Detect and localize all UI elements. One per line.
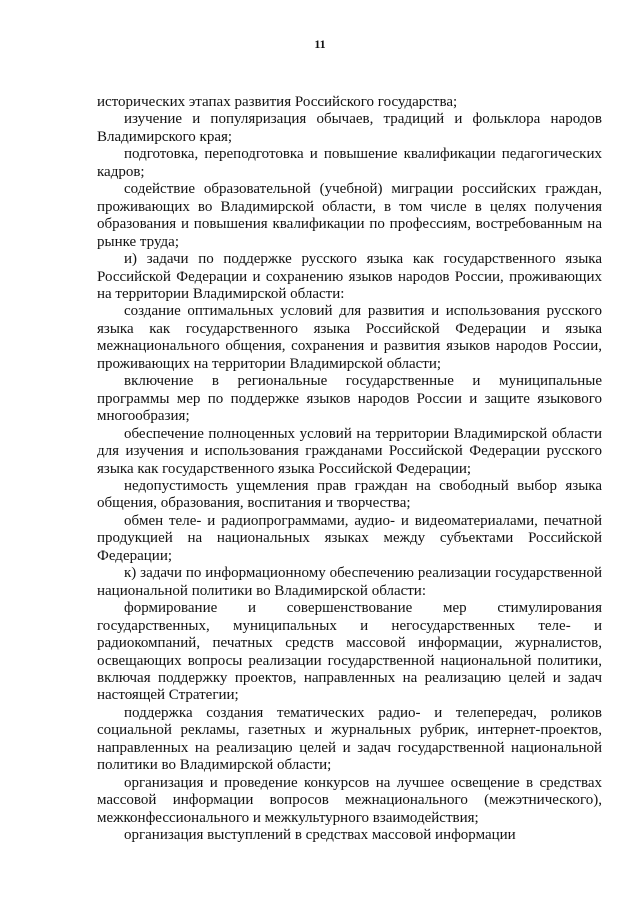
paragraph: обмен теле- и радиопрограммами, аудио- и видеоматериалами, печатной продукцией на национальных языках между субъектами Российской Федерации; [97,512,602,564]
paragraph: поддержка создания тематических радио- и телепередач, роликов социальной рекламы, газетных и журнальных рубрик, интернет-проектов, направленных на реализацию целей и задач государственной национальной политики во Владимирской области; [97,704,602,774]
paragraph-section-i: и) задачи по поддержке русского языка как государственного языка Российской Федерации и сохранению языков народов России, проживающих на территории Владимирской области: [97,251,602,302]
paragraph: организация и проведение конкурсов на лучшее освещение в средствах массовой информации вопросов межнационального (межэтнического), межконфессионального и межкультурного взаимодействия; [97,774,602,826]
paragraph: формирование и совершенствование мер стимулирования государственных, муниципальных и негосударственных теле- и радиокомпаний, печатных средств массовой информации, журналистов, освещающих вопросы реализации государственной национальной политики, включая поддержку проектов, направленных на реализацию целей и задач настоящей Стратегии; [97,600,602,704]
paragraph: включение в региональные государственные и муниципальные программы мер по поддержке языков народов России и защите языкового многообразия; [97,373,602,425]
paragraph: подготовка, переподготовка и повышение квалификации педагогических кадров; [97,146,602,180]
paragraph-truncated: организация выступлений в средствах массовой информации [124,827,516,844]
paragraph: создание оптимальных условий для развития и использования русского языка как государственного языка Российской Федерации и языка межнационального общения, сохранения и развития языков народов России, проживающих на территории Владимирской области; [97,303,602,372]
document-body [97,94,602,844]
paragraph: содействие образовательной (учебной) миграции российских граждан, проживающих во Владимирской области, в том числе в целях получения образования и повышения квалификации по профессиям, востребованным на рынке труда; [97,181,602,250]
paragraph: недопустимость ущемления прав граждан на свободный выбор языка общения, образования, воспитания и творчества; [97,477,602,512]
paragraph: обеспечение полноценных условий на территории Владимирской области для изучения и использования гражданами Российской Федерации русского языка как государственного языка Российской Федерации; [97,425,602,477]
page-number: 11 [314,37,326,51]
paragraph: изучение и популяризация обычаев, традиций и фольклора народов Владимирского края; [97,111,602,145]
paragraph-section-k: к) задачи по информационному обеспечению реализации государственной национальной политики во Владимирской области: [97,565,602,599]
paragraph-continuation: исторических этапах развития Российского государства; [97,94,458,110]
